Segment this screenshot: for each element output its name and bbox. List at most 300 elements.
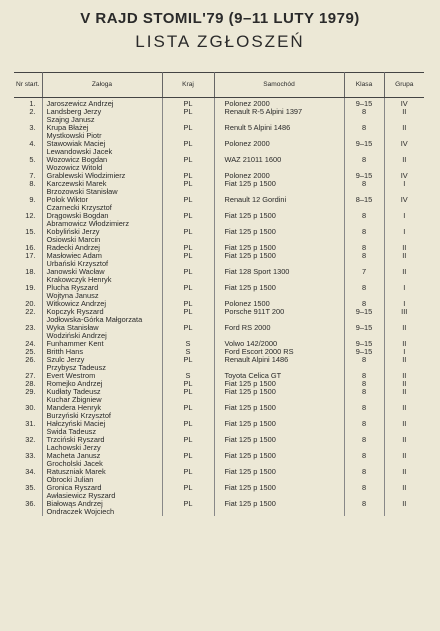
entry-group [384, 204, 424, 212]
entry-class: 8 [344, 244, 384, 252]
entry-class: 8 [344, 108, 384, 116]
entry-class: 8 [344, 452, 384, 460]
entry-class [344, 260, 384, 268]
entry-group [384, 236, 424, 244]
entry-group: II [402, 268, 407, 276]
table-row [14, 324, 424, 332]
entry-country [162, 204, 214, 212]
crew-member: Kuchar Zbigniew [42, 396, 162, 404]
entry-class: 8 [344, 212, 384, 220]
entry-group: II [402, 380, 407, 388]
entry-country: PL [162, 124, 214, 132]
column-header-class: Klasa [344, 73, 384, 98]
entry-number: 17. [14, 252, 42, 260]
entry-car [214, 188, 344, 196]
entry-car [214, 492, 344, 500]
entry-class [344, 132, 384, 140]
table-row [14, 204, 424, 212]
entry-group: IV [400, 140, 408, 148]
entry-class: 8 [344, 484, 384, 492]
table-row [14, 252, 424, 260]
table-row [14, 364, 424, 372]
entry-country [162, 508, 214, 516]
entry-country: PL [162, 324, 214, 332]
entry-car: Fiat 125 p 1500 [214, 404, 344, 412]
entry-car: Fiat 125 p 1500 [214, 420, 344, 428]
table-row [14, 452, 424, 460]
entry-country: PL [162, 356, 214, 364]
crew-member: Krakowczyk Henryk [42, 276, 162, 284]
entry-country: PL [162, 436, 214, 444]
entry-number: 32. [14, 436, 42, 444]
crew-member: Krupa Błażej [42, 124, 162, 132]
table-row [14, 116, 424, 124]
entry-country: PL [162, 484, 214, 492]
entry-country [162, 292, 214, 300]
table-body [14, 98, 424, 517]
entry-car: Polonez 2000 [214, 172, 344, 180]
entry-country: PL [162, 300, 214, 308]
entry-group [384, 116, 424, 124]
entry-class: 8–15 [344, 196, 384, 204]
entry-number [14, 116, 42, 124]
crew-member: Radecki Andrzej [42, 244, 162, 252]
entry-number [14, 164, 42, 172]
entry-country: PL [162, 308, 214, 316]
entry-number: 30. [14, 404, 42, 412]
entry-country [162, 132, 214, 140]
crew-member: Świda Tadeusz [42, 428, 162, 436]
entry-number: 31. [14, 420, 42, 428]
entry-country [162, 412, 214, 420]
entry-number [14, 332, 42, 340]
crew-member: Trzciński Ryszard [42, 436, 162, 444]
entry-class [344, 316, 384, 324]
entry-car: Fiat 125 p 1500 [214, 252, 344, 260]
entry-group [384, 332, 424, 340]
entry-group: II [402, 484, 407, 492]
crew-member: Wojtyna Janusz [42, 292, 162, 300]
entry-list-table [14, 72, 424, 516]
entry-car: Fiat 125 p 1500 [214, 484, 344, 492]
entry-country [162, 428, 214, 436]
entry-number [14, 188, 42, 196]
entry-group [384, 132, 424, 140]
entry-country: PL [162, 380, 214, 388]
table-row [14, 396, 424, 404]
entry-group [384, 188, 424, 196]
entry-group: IV [400, 172, 408, 180]
entry-number [14, 236, 42, 244]
entry-car: Renault 12 Gordini [214, 196, 344, 204]
entry-country [162, 332, 214, 340]
entry-country [162, 148, 214, 156]
entry-group: III [401, 308, 408, 316]
crew-member: Lewandowski Jacek [42, 148, 162, 156]
entry-class: 9–15 [344, 308, 384, 316]
crew-member: Janowski Wacław [42, 268, 162, 276]
entry-group [384, 396, 424, 404]
entry-number: 18. [14, 268, 42, 276]
entry-class: 8 [344, 284, 384, 292]
entry-car: Fiat 125 p 1500 [214, 180, 344, 188]
entry-class: 9–15 [344, 172, 384, 180]
entry-car [214, 476, 344, 484]
entry-group: II [402, 124, 407, 132]
entry-group: I [403, 348, 406, 356]
entry-number: 20. [14, 300, 42, 308]
entry-car [214, 236, 344, 244]
entry-class: 7 [344, 268, 384, 276]
crew-member: Szajng Janusz [42, 116, 162, 124]
crew-member: Funhammer Kent [42, 340, 162, 348]
crew-member: Urbański Krzysztof [42, 260, 162, 268]
crew-member: Landsberg Jerzy [42, 108, 162, 116]
entry-group: II [402, 324, 407, 332]
entry-country [162, 444, 214, 452]
entry-group: II [402, 252, 407, 260]
entry-group [384, 476, 424, 484]
entry-number [14, 428, 42, 436]
entry-class: 9–15 [344, 324, 384, 332]
crew-member: Jodłowska-Górka Małgorzata [42, 316, 162, 324]
entry-car: Fiat 125 p 1500 [214, 244, 344, 252]
table-row [14, 188, 424, 196]
crew-member: Lachowski Jerzy [42, 444, 162, 452]
entry-number: 34. [14, 468, 42, 476]
entry-group: I [403, 300, 406, 308]
entry-car [214, 132, 344, 140]
entry-country: PL [162, 252, 214, 260]
crew-member: Kobyliński Jerzy [42, 228, 162, 236]
entry-car: Fiat 125 p 1500 [214, 284, 344, 292]
entry-class [344, 188, 384, 196]
table-row [14, 436, 424, 444]
column-header-car: Samochód [214, 73, 344, 98]
table-row [14, 380, 424, 388]
entry-class [344, 476, 384, 484]
entry-car: Ford RS 2000 [214, 324, 344, 332]
entry-car: Polonez 2000 [214, 140, 344, 148]
entry-car: Fiat 128 Sport 1300 [214, 268, 344, 276]
table-row [14, 508, 424, 516]
column-header-crew: Załoga [42, 73, 162, 98]
entry-number [14, 492, 42, 500]
entry-class: 8 [344, 420, 384, 428]
crew-member: Grablewski Włodzimierz [42, 172, 162, 180]
entry-class [344, 116, 384, 124]
entry-car [214, 164, 344, 172]
entry-country: PL [162, 228, 214, 236]
entry-number: 33. [14, 452, 42, 460]
table-row [14, 236, 424, 244]
crew-member: Polok Wiktor [42, 196, 162, 204]
entry-group: II [402, 372, 407, 380]
entry-country: PL [162, 244, 214, 252]
entry-number: 9. [14, 196, 42, 204]
entry-car: Fiat 125 p 1500 [214, 500, 344, 508]
table-row [14, 500, 424, 508]
entry-number: 35. [14, 484, 42, 492]
table-row [14, 148, 424, 156]
entry-number: 23. [14, 324, 42, 332]
entry-car [214, 276, 344, 284]
crew-member: Abramowicz Włodzimierz [42, 220, 162, 228]
crew-member: Macheta Janusz [42, 452, 162, 460]
entry-number: 36. [14, 500, 42, 508]
entry-country [162, 116, 214, 124]
crew-member: Ratuszniak Marek [42, 468, 162, 476]
entry-country: PL [162, 172, 214, 180]
entry-group: II [402, 388, 407, 396]
crew-member: Wozowicz Bogdan [42, 156, 162, 164]
crew-member: Romejko Andrzej [42, 380, 162, 388]
entry-group: I [403, 284, 406, 292]
crew-member: Masłowiec Adam [42, 252, 162, 260]
entry-number [14, 132, 42, 140]
entry-group: I [403, 228, 406, 236]
entry-class: 8 [344, 436, 384, 444]
entry-group: IV [400, 196, 408, 204]
crew-member: Czarnecki Krzysztof [42, 204, 162, 212]
entry-country: PL [162, 404, 214, 412]
crew-member: Evert Westrom [42, 372, 162, 380]
entry-group [384, 164, 424, 172]
entry-number: 26. [14, 356, 42, 364]
entry-number [14, 204, 42, 212]
crew-member: Wodziński Andrzej [42, 332, 162, 340]
crew-member: Hałczyński Maciej [42, 420, 162, 428]
entry-group [384, 428, 424, 436]
entry-group [384, 148, 424, 156]
crew-member: Drągowski Bogdan [42, 212, 162, 220]
entry-country [162, 316, 214, 324]
entry-class [344, 292, 384, 300]
table-row [14, 108, 424, 116]
entry-group [384, 220, 424, 228]
entry-number [14, 476, 42, 484]
entry-class: 8 [344, 500, 384, 508]
entry-country: PL [162, 268, 214, 276]
entry-group: II [402, 420, 407, 428]
entry-car: Fiat 125 p 1500 [214, 228, 344, 236]
entry-country [162, 220, 214, 228]
entry-number [14, 260, 42, 268]
entry-country: PL [162, 452, 214, 460]
table-row [14, 340, 424, 348]
crew-member: Burzyński Krzysztof [42, 412, 162, 420]
table-row [14, 460, 424, 468]
entry-country: PL [162, 98, 214, 109]
crew-member: Britth Hans [42, 348, 162, 356]
entry-number: 29. [14, 388, 42, 396]
crew-member: Jaroszewicz Andrzej [42, 98, 162, 109]
entry-country: PL [162, 284, 214, 292]
entry-group: II [402, 156, 407, 164]
entry-class: 8 [344, 380, 384, 388]
entry-class: 9–15 [344, 348, 384, 356]
entry-group: II [402, 436, 407, 444]
entry-group [384, 444, 424, 452]
entry-class [344, 508, 384, 516]
entry-group: I [403, 212, 406, 220]
entry-car: Renault R-5 Alpini 1397 [214, 108, 344, 116]
entry-class [344, 164, 384, 172]
entry-number: 12. [14, 212, 42, 220]
entry-country: PL [162, 500, 214, 508]
entry-car: Renault Alpini 1486 [214, 356, 344, 364]
entry-class [344, 460, 384, 468]
crew-member: Przybysz Tadeusz [42, 364, 162, 372]
entry-country: PL [162, 196, 214, 204]
crew-member: Witkowicz Andrzej [42, 300, 162, 308]
entry-car [214, 260, 344, 268]
table-row [14, 98, 424, 109]
entry-car [214, 364, 344, 372]
table-row [14, 228, 424, 236]
crew-member: Plucha Ryszard [42, 284, 162, 292]
entry-number [14, 444, 42, 452]
page-title: V RAJD STOMIL'79 (9–11 LUTY 1979) [80, 10, 360, 27]
table-row [14, 332, 424, 340]
crew-member: Osiowski Marcin [42, 236, 162, 244]
column-header-country: Kraj [162, 73, 214, 98]
entry-number [14, 396, 42, 404]
entry-group: II [402, 500, 407, 508]
entry-car: Porsche 911T 200 [214, 308, 344, 316]
entry-country [162, 276, 214, 284]
entry-number: 7. [14, 172, 42, 180]
entry-number: 25. [14, 348, 42, 356]
entry-number: 5. [14, 156, 42, 164]
table-row [14, 284, 424, 292]
entry-number: 3. [14, 124, 42, 132]
entry-car [214, 316, 344, 324]
entry-group: IV [400, 99, 408, 108]
entry-class: 9–15 [344, 340, 384, 348]
entry-group [384, 412, 424, 420]
entry-country [162, 236, 214, 244]
entry-car [214, 396, 344, 404]
entry-class [344, 428, 384, 436]
entry-group: II [402, 452, 407, 460]
column-header-nr: Nr start. [14, 73, 42, 98]
table-row [14, 308, 424, 316]
entry-car: Polonez 1500 [214, 300, 344, 308]
table-row [14, 420, 424, 428]
entry-group [384, 316, 424, 324]
table-row [14, 404, 424, 412]
entry-class: 8 [344, 124, 384, 132]
entry-country [162, 492, 214, 500]
entry-number: 19. [14, 284, 42, 292]
entry-group: II [402, 340, 407, 348]
entry-number: 8. [14, 180, 42, 188]
entry-number: 22. [14, 308, 42, 316]
entry-class [344, 412, 384, 420]
table-row [14, 412, 424, 420]
entry-group [384, 260, 424, 268]
entry-country: PL [162, 108, 214, 116]
entry-country: S [162, 372, 214, 380]
table-row [14, 268, 424, 276]
crew-member: Szulc Jerzy [42, 356, 162, 364]
table-row [14, 164, 424, 172]
entry-class: 8 [344, 252, 384, 260]
entry-number [14, 508, 42, 516]
entry-number [14, 412, 42, 420]
crew-member: Wozowicz Witold [42, 164, 162, 172]
entry-class: 8 [344, 372, 384, 380]
entry-number: 4. [14, 140, 42, 148]
entry-class: 8 [344, 156, 384, 164]
entry-car: Fiat 125 p 1500 [214, 388, 344, 396]
entry-number [14, 364, 42, 372]
entry-car [214, 460, 344, 468]
crew-member: Mystkowski Piotr [42, 132, 162, 140]
entry-car [214, 508, 344, 516]
entry-class [344, 444, 384, 452]
crew-member: Mandera Henryk [42, 404, 162, 412]
table-row [14, 484, 424, 492]
entry-group: II [402, 404, 407, 412]
entry-country: PL [162, 420, 214, 428]
entry-country [162, 364, 214, 372]
entry-car: Fiat 125 p 1500 [214, 380, 344, 388]
table-row [14, 140, 424, 148]
entry-country: S [162, 340, 214, 348]
entry-country: PL [162, 468, 214, 476]
crew-member: Obrocki Julian [42, 476, 162, 484]
entry-class: 8 [344, 356, 384, 364]
crew-member: Brzozowski Stanisław [42, 188, 162, 196]
entry-group: II [402, 244, 407, 252]
entry-car: Fiat 125 p 1500 [214, 436, 344, 444]
table-row [14, 212, 424, 220]
entry-country: PL [162, 388, 214, 396]
entry-car: WAZ 21011 1600 [214, 156, 344, 164]
entry-car [214, 332, 344, 340]
entry-country: PL [162, 156, 214, 164]
entry-car: Fiat 125 p 1500 [214, 468, 344, 476]
entry-class [344, 332, 384, 340]
entry-class: 8 [344, 300, 384, 308]
page-subtitle: LISTA ZGŁOSZEŃ [135, 32, 305, 51]
entry-number [14, 220, 42, 228]
entry-car: Renult 5 Alpini 1486 [214, 124, 344, 132]
table-row [14, 180, 424, 188]
crew-member: Białowąs Andrzej [42, 500, 162, 508]
table-row [14, 372, 424, 380]
entry-number: 15. [14, 228, 42, 236]
entry-number: 16. [14, 244, 42, 252]
entry-car: Toyota Celica GT [214, 372, 344, 380]
entry-group [384, 276, 424, 284]
entry-country [162, 164, 214, 172]
entry-class [344, 220, 384, 228]
table-row [14, 132, 424, 140]
entry-car [214, 148, 344, 156]
crew-member: Karczewski Marek [42, 180, 162, 188]
table-row [14, 492, 424, 500]
entry-number: 2. [14, 108, 42, 116]
entry-country [162, 188, 214, 196]
entry-car: Ford Escort 2000 RS [214, 348, 344, 356]
table-row [14, 316, 424, 324]
crew-member: Kopczyk Ryszard [42, 308, 162, 316]
table-row [14, 276, 424, 284]
table-row [14, 196, 424, 204]
